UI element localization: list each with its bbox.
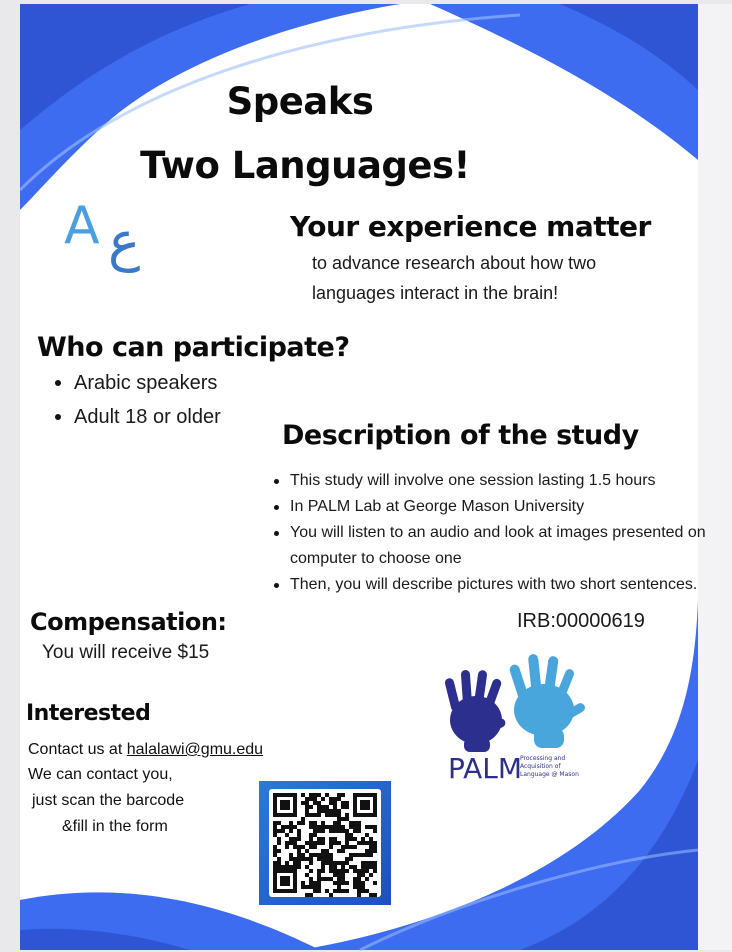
experience-heading: Your experience matter — [290, 210, 651, 243]
experience-line-1: to advance research about how two — [312, 253, 597, 273]
logo-name: PALM — [448, 752, 523, 785]
contact-line — [28, 741, 263, 759]
logo-subtitle-1: Processing and — [520, 755, 566, 762]
irb-number: IRB:00000619 — [517, 610, 645, 632]
contact-line-3: just scan the barcode — [32, 792, 185, 809]
list-item: Then, you will describe pictures with two short sentences. — [270, 572, 725, 598]
list-item: You will listen to an audio and look at images presented on computer to choose one — [270, 520, 725, 572]
interested-heading: Interested — [26, 701, 151, 726]
language-letters-icon — [64, 196, 164, 276]
experience-line-2: languages interact in the brain! — [312, 283, 559, 303]
palm-logo — [438, 640, 598, 788]
experience-text — [312, 248, 672, 308]
qr-code[interactable] — [259, 781, 391, 905]
who-heading: Who can participate? — [37, 332, 350, 363]
contact-prefix: Contact us at — [28, 741, 123, 758]
arabic-letter: ع — [108, 210, 141, 273]
compensation-heading: Compensation: — [30, 608, 227, 636]
list-item: In PALM Lab at George Mason University — [270, 494, 725, 520]
compensation-text: You will receive $15 — [42, 642, 210, 663]
logo-subtitle-2: Acquisition of — [520, 763, 561, 770]
contact-line-4: &fill in the form — [62, 818, 168, 835]
email-link[interactable]: halalawi@gmu.edu — [126, 741, 264, 758]
logo-subtitle-3: Language @ Mason — [520, 771, 579, 778]
description-heading: Description of the study — [282, 420, 639, 451]
title-line-1: Speaks — [226, 80, 374, 123]
contact-line-2: We can contact you, — [28, 766, 173, 783]
latin-letter: A — [64, 196, 100, 256]
description-list — [270, 468, 725, 598]
list-item: This study will involve one session lasting 1.5 hours — [270, 468, 725, 494]
title-line-2: Two Languages! — [140, 144, 470, 187]
list-item: Adult 18 or older — [52, 400, 221, 434]
list-item: Arabic speakers — [52, 366, 221, 400]
who-list — [52, 366, 221, 434]
